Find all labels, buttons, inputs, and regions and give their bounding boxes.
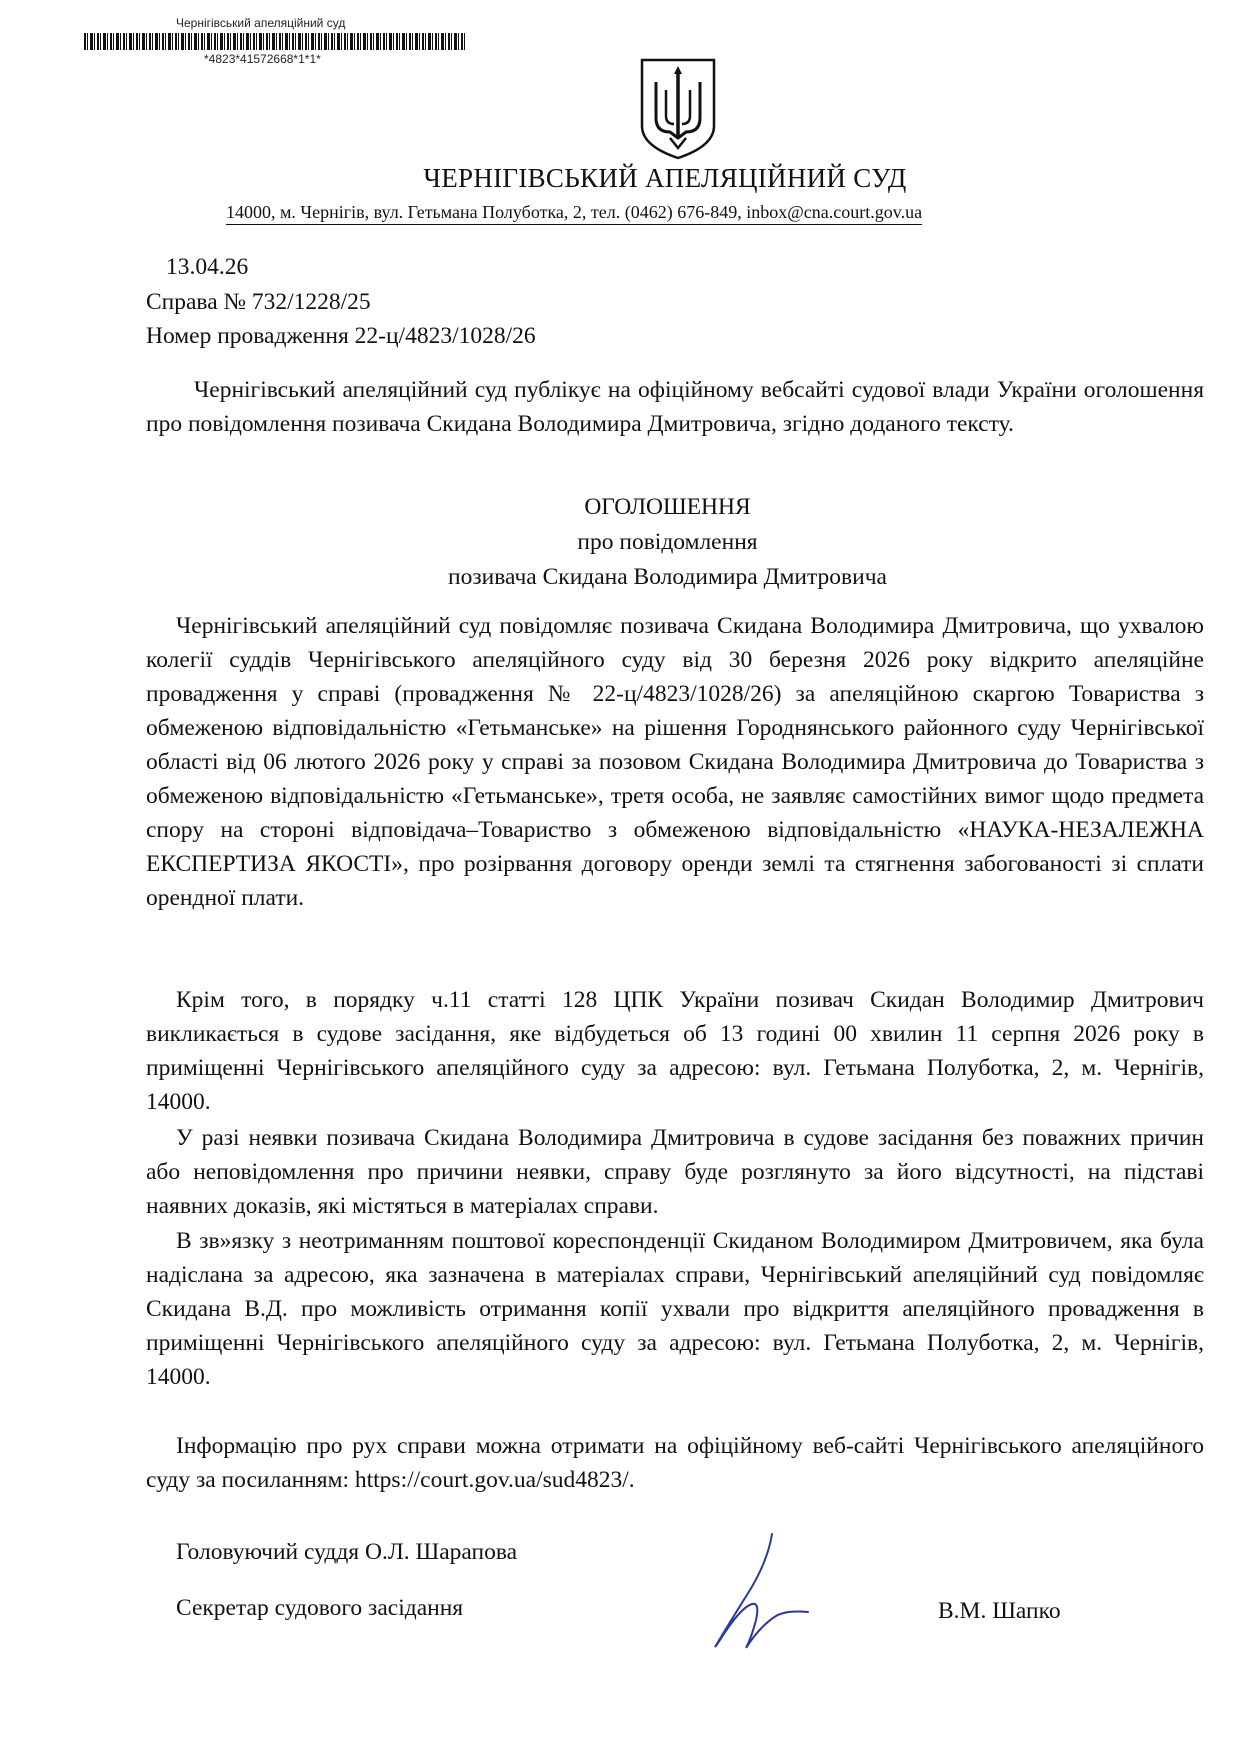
proceeding-number: Номер провадження 22-ц/4823/1028/26	[146, 323, 536, 349]
barcode-number: *4823*41572668*1*1*	[204, 52, 321, 66]
court-title: ЧЕРНІГІВСЬКИЙ АПЕЛЯЦІЙНИЙ СУД	[423, 163, 907, 193]
intro-paragraph: Чернігівський апеляційний суд публікує на офіційному вебсайті судової влади України оголошення про повідомлення позивача Скидана Володимира Дмитровича, згідно доданого тексту.	[146, 377, 1204, 437]
stamp-court-name: Чернігівський апеляційний суд	[176, 16, 346, 30]
case-number: Справа № 732/1228/25	[146, 289, 371, 315]
secretary-name: В.М. Шапко	[938, 1598, 1061, 1624]
coat-of-arms-icon	[636, 56, 720, 162]
body-paragraph-3: У разі неявки позивача Скидана Володимира Дмитровича в судове засідання без поважних причин або неповідомлення про причини неявки, справу буде розглянуто за його відсутності, на підставі наявних доказів, які містяться в матеріалах справи.	[146, 1125, 1204, 1219]
handwritten-signature	[690, 1530, 820, 1660]
announcement-subtitle-plaintiff: позивача Скидана Володимира Дмитровича	[448, 564, 887, 590]
document-date: 13.04.26	[166, 254, 249, 280]
body-paragraph-1: Чернігівський апеляційний суд повідомляє позивача Скидана Володимира Дмитровича, що ухвалою колегії суддів Чернігівського апеляційного суду від 30 березня 2026 року відкрито апеляційне провадження у справі (провадження № 22-ц/4823/1028/26) за апеляційною скаргою Товариства з обмеженою відповідальністю «Гетьманське» на рішення Городнянського районного суду Чернігівської області від 06 лютого 2026 року у справі за позовом Скидана Володимира Дмитровича до Товариства з обмеженою відповідальністю «Гетьманське», третя особа, не заявляє самостійних вимог щодо предмета спору на стороні відповідача–Товариство з обмеженою відповідальністю «НАУКА-НЕЗАЛЕЖНА ЕКСПЕРТИЗА ЯКОСТІ», про розірвання договору оренди землі та стягнення забогованості зі сплати орендної плати.	[146, 613, 1204, 911]
court-address: 14000, м. Чернігів, вул. Гетьмана Полуботка, 2, тел. (0462) 676-849, inbox@cna.court.gov.ua	[226, 202, 922, 225]
announcement-subtitle: про повідомлення	[577, 529, 758, 555]
body-paragraph-4: В зв»язку з неотриманням поштової кореспонденції Скиданом Володимиром Дмитровичем, яка була надіслана за адресою, яка зазначена в матеріалах справи, Чернігівський апеляційний суд повідомляє Скидана В.Д. про можливість отримання копії ухвали про відкриття апеляційного провадження в приміщенні Чернігівського апеляційного суду за адресою: вул. Гетьмана Полуботка, 2, м. Чернігів, 14000.	[146, 1228, 1204, 1390]
body-paragraph-5: Інформацію про рух справи можна отримати на офіційному веб-сайті Чернігівського апеляційного суду за посиланням: https://court.gov.ua/sud4823/.	[146, 1433, 1204, 1493]
barcode	[84, 33, 466, 50]
secretary-title: Секретар судового засідання	[176, 1595, 464, 1621]
body-paragraph-2: Крім того, в порядку ч.11 статті 128 ЦПК України позивач Скидан Володимир Дмитрович викликається в судове засідання, яке відбудеться об 13 годині 00 хвилин 11 серпня 2026 року в приміщенні Чернігівського апеляційного суду за адресою: вул. Гетьмана Полуботка, 2, м. Чернігів, 14000.	[146, 987, 1204, 1115]
announcement-title: ОГОЛОШЕННЯ	[584, 494, 751, 520]
presiding-judge: Головуючий суддя О.Л. Шарапова	[176, 1539, 518, 1565]
